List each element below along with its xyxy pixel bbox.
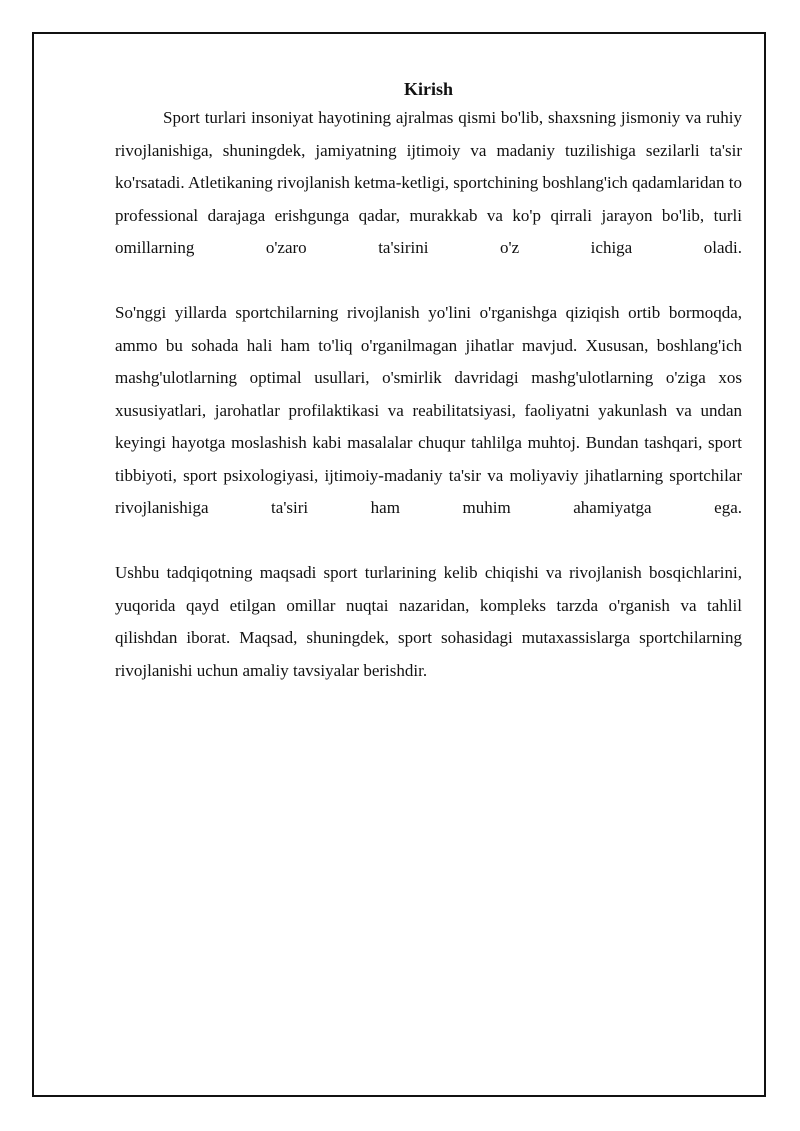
paragraph-gap — [115, 525, 742, 558]
document-body — [115, 76, 742, 687]
paragraph-gap — [115, 265, 742, 298]
document-title: Kirish — [403, 79, 453, 99]
paragraph-research-aim: Ushbu tadqiqotning maqsadi sport turlarining kelib chiqishi va rivojlanish bosqichlarini, yuqorida qayd etilgan omillar nuqtai nazaridan, kompleks tarzda o'rganish va tahlil qilishdan iborat. Maqsad, shuningdek, sport sohasidagi mutaxassislarga sportchilarning rivojlanishi uchun amaliy tavsiyalar berishdir. — [115, 563, 742, 680]
paragraph-research-gaps: So'nggi yillarda sportchilarning rivojlanish yo'lini o'rganishga qiziqish ortib bormoqda, ammo bu sohada hali ham to'liq o'rganilmagan jihatlar mavjud. Xususan, boshlang'ich mashg'ulotlarning optimal usullari, o'smirlik davridagi mashg'ulotlarning o'ziga xos xususiyatlari, jarohatlar profilaktikasi va reabilitatsiyasi, faoliyatni yakunlash va undan keyingi hayotga moslashish kabi masalalar chuqur tahlilga muhtoj. Bundan tashqari, sport tibbiyoti, sport psixologiyasi, ijtimoiy-madaniy ta'sir va moliyaviy jihatlarning sportchilar rivojlanishiga ta'siri ham muhim ahamiyatga ega. — [115, 303, 742, 517]
paragraph-intro: Sport turlari insoniyat hayotining ajralmas qismi bo'lib, shaxsning jismoniy va ruhiy rivojlanishiga, shuningdek, jamiyatning ijtimoiy va madaniy tuzilishiga sezilarli ta'sir ko'rsatadi. Atletikaning rivojlanish ketma-ketligi, sportchining boshlang'ich qadamlaridan to professional darajaga erishgunga qadar, murakkab va ko'p qirrali jarayon bo'lib, turli omillarning o'zaro ta'sirini o'z ichiga oladi. — [115, 108, 742, 257]
